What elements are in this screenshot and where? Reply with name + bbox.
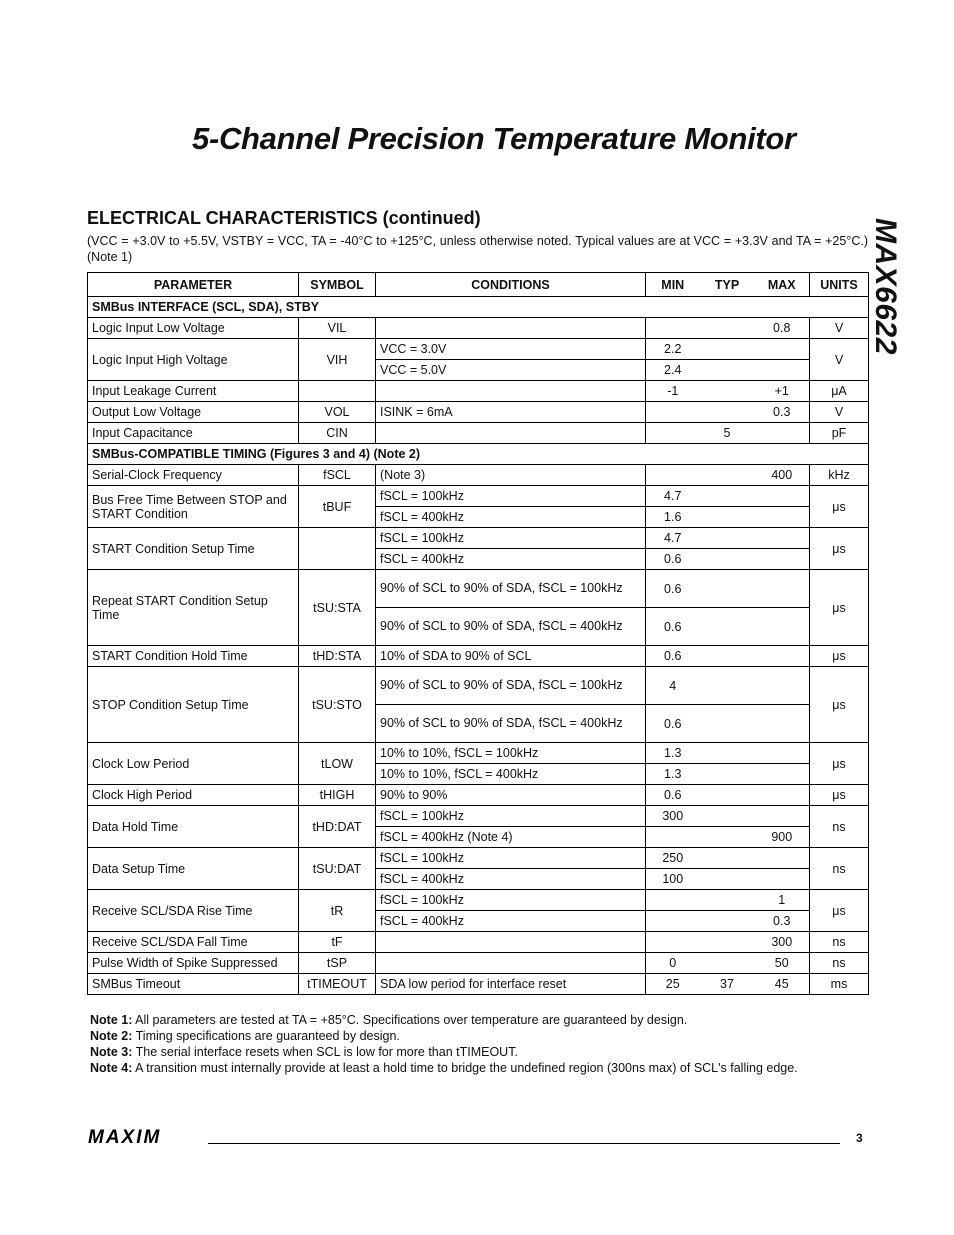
max-cell: 1	[755, 890, 810, 911]
min-cell: 2.4	[646, 360, 700, 381]
max-cell: 50	[755, 953, 810, 974]
max-cell	[755, 848, 810, 869]
units-cell: μs	[810, 570, 869, 646]
units-cell: ns	[810, 806, 869, 848]
conditions-cell: VCC = 5.0V	[376, 360, 646, 381]
table-row	[88, 932, 869, 953]
section-heading: ELECTRICAL CHARACTERISTICS (continued)	[87, 208, 481, 228]
units-cell: μs	[810, 486, 869, 528]
max-cell: 45	[755, 974, 810, 995]
symbol-cell: tHIGH	[299, 785, 376, 806]
min-cell: 25	[646, 974, 700, 995]
typ-cell	[700, 465, 755, 486]
conditions-cell: fSCL = 100kHz	[376, 528, 646, 549]
conditions-cell: fSCL = 400kHz	[376, 549, 646, 570]
parameter-cell: Output Low Voltage	[88, 402, 299, 423]
conditions-cell: VCC = 3.0V	[376, 339, 646, 360]
typ-cell	[700, 743, 755, 764]
typ-cell	[700, 570, 755, 608]
typ-cell	[700, 869, 755, 890]
min-cell: 100	[646, 869, 700, 890]
header-max: MAX	[755, 273, 810, 297]
units-cell: V	[810, 339, 869, 381]
typ-cell	[700, 932, 755, 953]
units-cell: μs	[810, 646, 869, 667]
units-cell: ns	[810, 848, 869, 890]
symbol-cell: tSP	[299, 953, 376, 974]
parameter-cell: Repeat START Condition Setup Time	[88, 570, 299, 646]
units-cell: μs	[810, 785, 869, 806]
electrical-characteristics-table	[87, 272, 869, 995]
parameter-cell: Data Hold Time	[88, 806, 299, 848]
typ-cell	[700, 764, 755, 785]
symbol-cell: VIH	[299, 339, 376, 381]
table-row	[88, 848, 869, 869]
maxim-logo-mark	[88, 1128, 200, 1146]
note-text: Timing specifications are guaranteed by design.	[135, 1029, 400, 1043]
typ-cell	[700, 507, 755, 528]
header-min: MIN	[646, 273, 700, 297]
units-cell: pF	[810, 423, 869, 444]
max-cell	[755, 339, 810, 360]
min-cell	[646, 827, 700, 848]
max-cell	[755, 570, 810, 608]
units-cell: V	[810, 318, 869, 339]
max-cell	[755, 360, 810, 381]
conditions-cell: fSCL = 100kHz	[376, 486, 646, 507]
note-4	[90, 1060, 798, 1076]
table-row	[88, 486, 869, 507]
min-cell: 4.7	[646, 528, 700, 549]
parameter-cell: Input Leakage Current	[88, 381, 299, 402]
conditions-cell: (Note 3)	[376, 465, 646, 486]
notes	[90, 1012, 798, 1076]
max-cell: 300	[755, 932, 810, 953]
symbol-cell: tSU:STO	[299, 667, 376, 743]
symbol-cell: tHD:DAT	[299, 806, 376, 848]
min-cell: 0.6	[646, 608, 700, 646]
max-cell	[755, 608, 810, 646]
parameter-cell: Data Setup Time	[88, 848, 299, 890]
min-cell: 0.6	[646, 646, 700, 667]
maxim-logo	[88, 1128, 200, 1151]
table-row	[88, 465, 869, 486]
table-row	[88, 743, 869, 764]
section-row	[88, 297, 869, 318]
conditions-cell: fSCL = 100kHz	[376, 890, 646, 911]
typ-cell	[700, 528, 755, 549]
table-row	[88, 339, 869, 360]
header-symbol: SYMBOL	[299, 273, 376, 297]
max-cell	[755, 667, 810, 705]
typ-cell	[700, 911, 755, 932]
max-cell	[755, 743, 810, 764]
parameter-cell: Receive SCL/SDA Fall Time	[88, 932, 299, 953]
parameter-cell: Serial-Clock Frequency	[88, 465, 299, 486]
symbol-cell: tF	[299, 932, 376, 953]
min-cell: 0.6	[646, 570, 700, 608]
symbol-cell: tR	[299, 890, 376, 932]
note-text: A transition must internally provide at least a hold time to bridge the undefined region (300ns max) of SCL's falling edge.	[135, 1061, 798, 1075]
table-row	[88, 667, 869, 705]
units-cell: μs	[810, 528, 869, 570]
max-cell: 0.8	[755, 318, 810, 339]
table-body	[88, 297, 869, 995]
min-cell: 4	[646, 667, 700, 705]
symbol-cell: tTIMEOUT	[299, 974, 376, 995]
note-label: Note 4:	[90, 1061, 133, 1075]
typ-cell	[700, 486, 755, 507]
max-cell	[755, 869, 810, 890]
conditions-cell: 10% of SDA to 90% of SCL	[376, 646, 646, 667]
table-row	[88, 974, 869, 995]
note-text: The serial interface resets when SCL is low for more than tTIMEOUT.	[135, 1045, 518, 1059]
typ-cell	[700, 890, 755, 911]
units-cell: μs	[810, 890, 869, 932]
typ-cell	[700, 848, 755, 869]
symbol-cell: tBUF	[299, 486, 376, 528]
max-cell	[755, 486, 810, 507]
typ-cell	[700, 608, 755, 646]
symbol-cell: tSU:STA	[299, 570, 376, 646]
max-cell	[755, 705, 810, 743]
min-cell: -1	[646, 381, 700, 402]
typ-cell: 5	[700, 423, 755, 444]
table-row	[88, 402, 869, 423]
conditions-cell: SDA low period for interface reset	[376, 974, 646, 995]
table-row	[88, 890, 869, 911]
min-cell	[646, 423, 700, 444]
conditions-cell: fSCL = 100kHz	[376, 806, 646, 827]
test-conditions: (VCC = +3.0V to +5.5V, VSTBY = VCC, TA = -40°C to +125°C, unless otherwise noted. Typical values are at VCC = +3.3V and TA = +25°C.) (Note 1)	[87, 234, 868, 264]
parameter-cell: Clock High Period	[88, 785, 299, 806]
min-cell	[646, 911, 700, 932]
symbol-cell	[299, 381, 376, 402]
conditions-cell: fSCL = 400kHz	[376, 911, 646, 932]
logo-text: MAXIM	[88, 1128, 162, 1146]
max-cell	[755, 507, 810, 528]
units-cell: μs	[810, 667, 869, 743]
min-cell: 4.7	[646, 486, 700, 507]
conditions-cell: 90% to 90%	[376, 785, 646, 806]
typ-cell	[700, 339, 755, 360]
max-cell: 400	[755, 465, 810, 486]
parameter-cell: Bus Free Time Between STOP and START Condition	[88, 486, 299, 528]
section-label: SMBus-COMPATIBLE TIMING (Figures 3 and 4) (Note 2)	[88, 444, 869, 465]
table-row	[88, 785, 869, 806]
min-cell	[646, 890, 700, 911]
max-cell	[755, 785, 810, 806]
note-2	[90, 1028, 798, 1044]
max-cell	[755, 423, 810, 444]
conditions-cell: 90% of SCL to 90% of SDA, fSCL = 100kHz	[376, 667, 646, 705]
units-cell: V	[810, 402, 869, 423]
parameter-cell: STOP Condition Setup Time	[88, 667, 299, 743]
header-typ: TYP	[700, 273, 755, 297]
conditions-cell: fSCL = 100kHz	[376, 848, 646, 869]
conditions-cell	[376, 932, 646, 953]
typ-cell	[700, 318, 755, 339]
conditions-cell	[376, 318, 646, 339]
min-cell: 1.6	[646, 507, 700, 528]
typ-cell	[700, 360, 755, 381]
note-label: Note 3:	[90, 1045, 133, 1059]
units-cell: kHz	[810, 465, 869, 486]
max-cell: +1	[755, 381, 810, 402]
typ-cell	[700, 667, 755, 705]
parameter-cell: Pulse Width of Spike Suppressed	[88, 953, 299, 974]
conditions-cell	[376, 381, 646, 402]
min-cell	[646, 402, 700, 423]
note-label: Note 1:	[90, 1013, 133, 1027]
typ-cell	[700, 785, 755, 806]
parameter-cell: START Condition Setup Time	[88, 528, 299, 570]
parameter-cell: SMBus Timeout	[88, 974, 299, 995]
conditions-cell: fSCL = 400kHz	[376, 507, 646, 528]
units-cell: μs	[810, 743, 869, 785]
note-text: All parameters are tested at TA = +85°C. Specifications over temperature are guaranteed by design.	[135, 1013, 688, 1027]
units-cell: ns	[810, 932, 869, 953]
header-parameter: PARAMETER	[88, 273, 299, 297]
page-title: 5-Channel Precision Temperature Monitor	[192, 121, 796, 156]
symbol-cell: tLOW	[299, 743, 376, 785]
table-row	[88, 381, 869, 402]
conditions-cell: fSCL = 400kHz (Note 4)	[376, 827, 646, 848]
note-label: Note 2:	[90, 1029, 133, 1043]
symbol-cell: tSU:DAT	[299, 848, 376, 890]
units-cell: ns	[810, 953, 869, 974]
typ-cell	[700, 705, 755, 743]
table-row	[88, 528, 869, 549]
conditions-cell	[376, 953, 646, 974]
min-cell: 1.3	[646, 764, 700, 785]
conditions-cell: 10% to 10%, fSCL = 400kHz	[376, 764, 646, 785]
max-cell: 900	[755, 827, 810, 848]
table-row	[88, 953, 869, 974]
table-header-row	[88, 273, 869, 297]
typ-cell	[700, 646, 755, 667]
units-cell: μA	[810, 381, 869, 402]
side-part-number: MAX6622	[869, 218, 902, 355]
conditions-cell: fSCL = 400kHz	[376, 869, 646, 890]
min-cell	[646, 932, 700, 953]
min-cell: 250	[646, 848, 700, 869]
max-cell	[755, 764, 810, 785]
min-cell: 1.3	[646, 743, 700, 764]
conditions-cell: 90% of SCL to 90% of SDA, fSCL = 400kHz	[376, 608, 646, 646]
parameter-cell: Receive SCL/SDA Rise Time	[88, 890, 299, 932]
parameter-cell: Logic Input High Voltage	[88, 339, 299, 381]
parameter-cell: Input Capacitance	[88, 423, 299, 444]
max-cell: 0.3	[755, 402, 810, 423]
typ-cell	[700, 549, 755, 570]
max-cell	[755, 646, 810, 667]
footer-rule	[208, 1143, 840, 1144]
typ-cell: 37	[700, 974, 755, 995]
parameter-cell: START Condition Hold Time	[88, 646, 299, 667]
min-cell	[646, 318, 700, 339]
section-label: SMBus INTERFACE (SCL, SDA), STBY	[88, 297, 869, 318]
min-cell: 0.6	[646, 705, 700, 743]
page-number: 3	[856, 1131, 863, 1145]
typ-cell	[700, 402, 755, 423]
min-cell: 300	[646, 806, 700, 827]
max-cell	[755, 806, 810, 827]
conditions-cell: 90% of SCL to 90% of SDA, fSCL = 400kHz	[376, 705, 646, 743]
table-row	[88, 423, 869, 444]
typ-cell	[700, 953, 755, 974]
symbol-cell: CIN	[299, 423, 376, 444]
min-cell: 0.6	[646, 785, 700, 806]
typ-cell	[700, 827, 755, 848]
table-row	[88, 318, 869, 339]
note-3	[90, 1044, 798, 1060]
max-cell	[755, 549, 810, 570]
typ-cell	[700, 381, 755, 402]
min-cell: 0.6	[646, 549, 700, 570]
symbol-cell: fSCL	[299, 465, 376, 486]
min-cell: 0	[646, 953, 700, 974]
conditions-cell: 90% of SCL to 90% of SDA, fSCL = 100kHz	[376, 570, 646, 608]
parameter-cell: Clock Low Period	[88, 743, 299, 785]
parameter-cell: Logic Input Low Voltage	[88, 318, 299, 339]
max-cell: 0.3	[755, 911, 810, 932]
units-cell: ms	[810, 974, 869, 995]
conditions-cell	[376, 423, 646, 444]
conditions-cell: 10% to 10%, fSCL = 100kHz	[376, 743, 646, 764]
table-row	[88, 570, 869, 608]
symbol-cell: VIL	[299, 318, 376, 339]
min-cell: 2.2	[646, 339, 700, 360]
typ-cell	[700, 806, 755, 827]
conditions-cell: ISINK = 6mA	[376, 402, 646, 423]
max-cell	[755, 528, 810, 549]
header-conditions: CONDITIONS	[376, 273, 646, 297]
symbol-cell	[299, 528, 376, 570]
table-row	[88, 646, 869, 667]
note-1	[90, 1012, 798, 1028]
symbol-cell: tHD:STA	[299, 646, 376, 667]
symbol-cell: VOL	[299, 402, 376, 423]
table-row	[88, 806, 869, 827]
section-row	[88, 444, 869, 465]
header-units: UNITS	[810, 273, 869, 297]
min-cell	[646, 465, 700, 486]
